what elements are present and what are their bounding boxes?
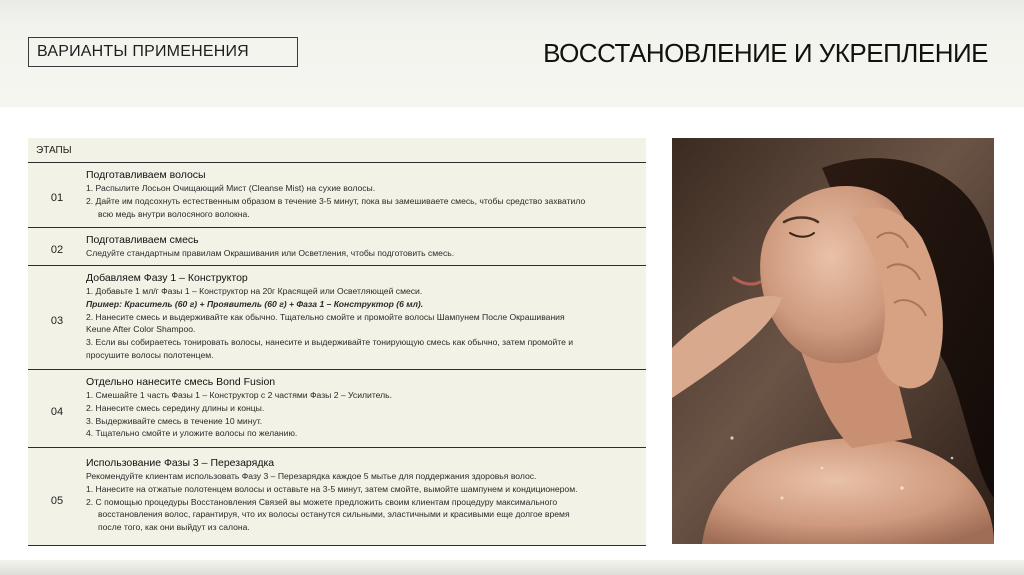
step-line: 2. С помощью процедуры Восстановления Связей вы можете предложить своим клиентам процедуру максимального [86, 496, 558, 507]
step-row-03 [28, 266, 646, 370]
step-line: 3. Выдерживайте смесь в течение 10 минут. [86, 415, 263, 426]
footer-band [0, 560, 1024, 575]
step-line: 1. Смешайте 1 часть Фазы 1 – Конструктор с 2 частями Фазы 2 – Усилитель. [86, 390, 393, 400]
step-line: 3. Если вы собираетесь тонировать волосы, нанесите и выдерживайте тонирующую смесь как обычно, затем промойте и [86, 337, 574, 348]
step-line: просушите волосы полотенцем. [86, 349, 214, 360]
step-line: 2. Нанесите смесь и выдерживайте как обычно. Тщательно смойте и промойте волосы Шампунем После Окрашивания [86, 311, 565, 322]
step-title: Подготавливаем волосы [86, 169, 206, 181]
steps-table-header: ЭТАПЫ [28, 138, 646, 163]
step-number: 03 [50, 314, 64, 327]
step-row-05 [28, 448, 646, 546]
step-line: Следуйте стандартным правилам Окрашивания или Осветления, чтобы подготовить смесь. [86, 248, 455, 258]
step-title: Добавляем Фазу 1 – Конструктор [86, 272, 248, 284]
step-line: всю медь внутри волосяного волокна. [98, 208, 250, 219]
step-number: 04 [50, 405, 64, 418]
step-content [86, 376, 646, 447]
step-line: Рекомендуйте клиентам использовать Фазу 3 – Перезарядка каждое 5 мытье для поддержания здоровья волос. [86, 471, 537, 481]
step-line: восстановления волос, гарантируя, что их волосы останутся сильными, эластичными и красивыми еще долгое время [98, 509, 570, 520]
step-example-line: Пример: Краситель (60 г) + Проявитель (60 г) + Фаза 1 – Конструктор (6 мл). [86, 298, 424, 309]
steps-table [28, 138, 646, 546]
step-number: 02 [50, 243, 64, 256]
page-title: ВОССТАНОВЛЕНИЕ И УКРЕПЛЕНИЕ [543, 38, 988, 68]
step-row-01 [28, 163, 646, 228]
woman-hair-photo [672, 138, 994, 544]
woman-hair-illustration [672, 138, 994, 544]
step-line: 4. Тщательно смойте и уложите волосы по желанию. [86, 428, 298, 439]
step-line: 1. Распылите Лосьон Очищающий Мист (Cleanse Mist) на сухие волосы. [86, 183, 376, 193]
step-content [86, 272, 646, 369]
step-row-04 [28, 370, 646, 448]
step-title: Отдельно нанесите смесь Bond Fusion [86, 376, 276, 388]
step-title: Использование Фазы 3 – Перезарядка [86, 457, 275, 469]
step-line: Keune After Color Shampoo. [86, 324, 196, 335]
step-content [86, 457, 646, 545]
step-line: 2. Дайте им подсохнуть естественным образом в течение 3-5 минут, пока вы замешиваете смесь, чтобы средство захватило [86, 195, 586, 206]
step-content [86, 169, 646, 227]
step-content [86, 234, 646, 265]
step-line: 2. Нанесите смесь середину длины и концы. [86, 402, 265, 413]
step-number: 01 [50, 192, 64, 204]
step-row-02 [28, 228, 646, 266]
step-line: 1. Добавьте 1 мл/г Фазы 1 – Конструктор на 20г Красящей или Осветляющей смеси. [86, 286, 423, 296]
step-title: Подготавливаем смесь [86, 234, 199, 246]
step-line: 1. Нанесите на отжатые полотенцем волосы и оставьте на 3-5 минут, затем смойте, вымойте шампунем и кондиционером. [86, 483, 578, 494]
section-label: ВАРИАНТЫ ПРИМЕНЕНИЯ [28, 37, 298, 67]
step-number: 05 [50, 495, 64, 507]
step-line: после того, как они выйдут из салона. [98, 522, 250, 533]
